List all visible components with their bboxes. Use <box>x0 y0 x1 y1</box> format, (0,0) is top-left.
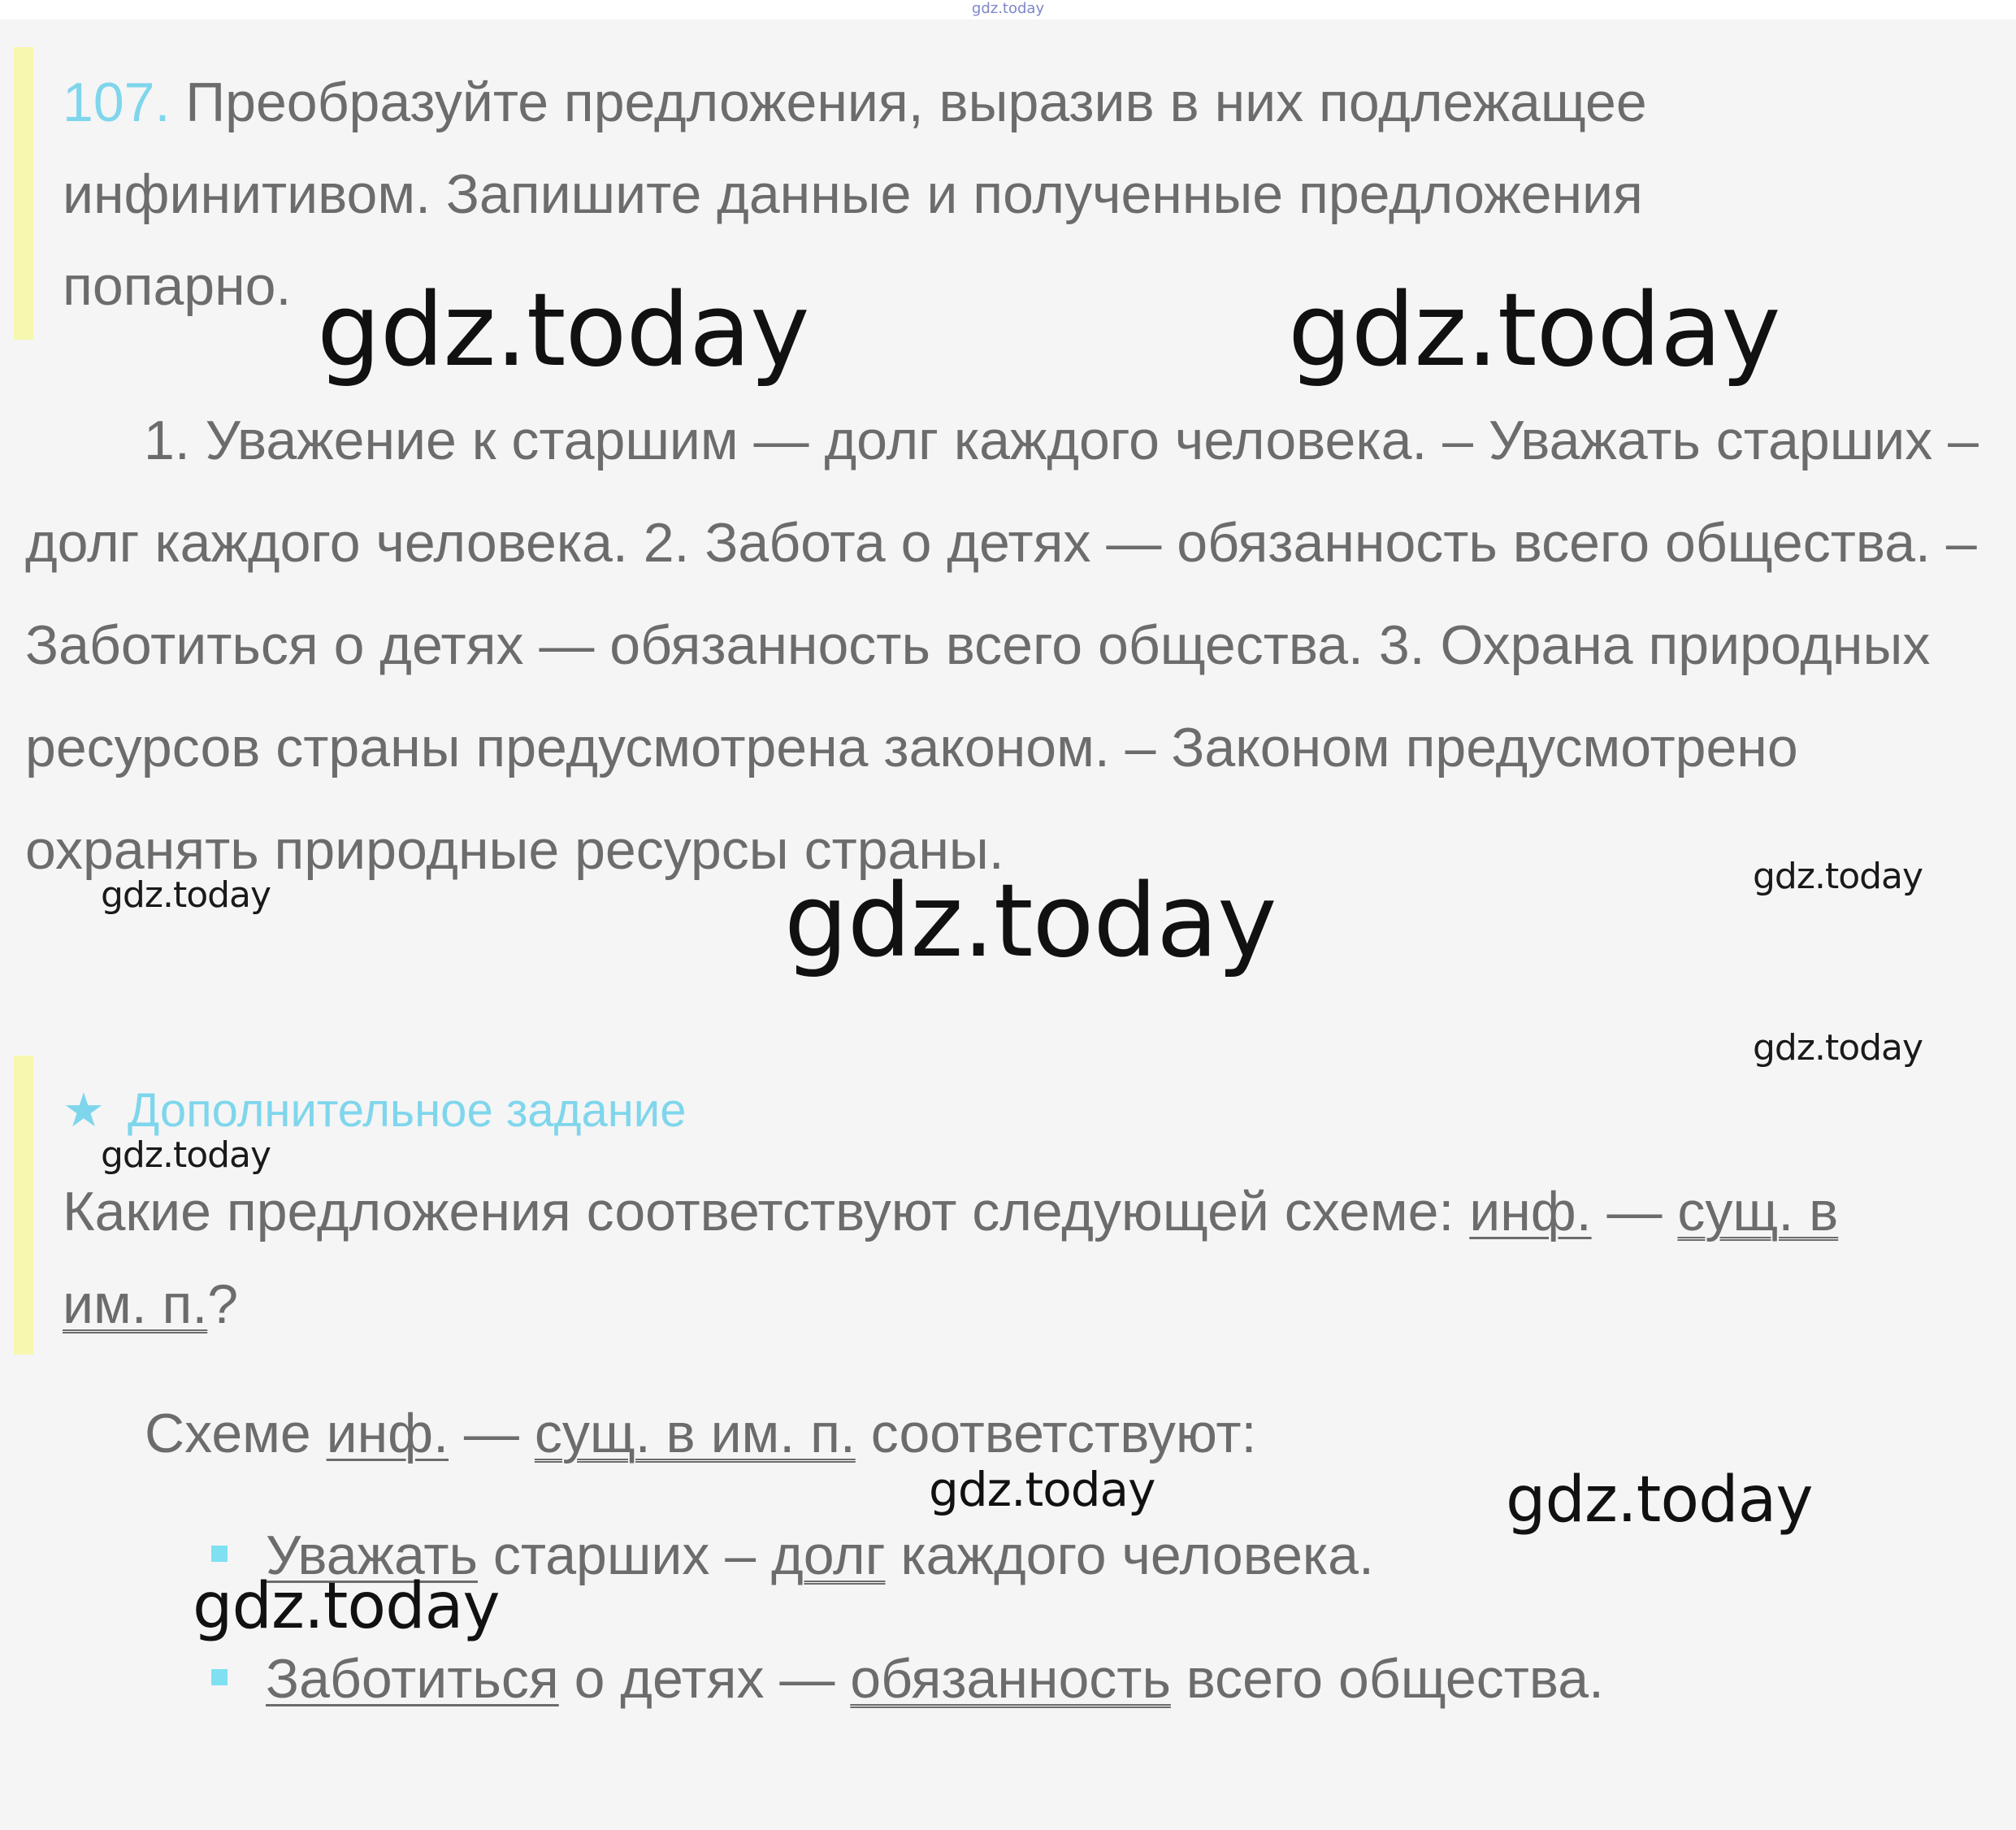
watermark: gdz.today <box>929 1462 1155 1517</box>
watermark: gdz.today <box>101 1134 271 1176</box>
schema-dash: — <box>449 1403 535 1464</box>
watermark: gdz.today <box>1288 272 1780 389</box>
extra-q-dash: — <box>1591 1181 1678 1242</box>
watermark: gdz.today <box>101 874 271 916</box>
list-item <box>207 1638 1604 1762</box>
extra-title-text: Дополнительное задание <box>128 1084 687 1137</box>
task-highlight-bar <box>14 47 33 340</box>
bullet-square-icon <box>211 1546 228 1562</box>
schema-prefix: Схеме <box>145 1403 327 1464</box>
bullet-square-icon <box>211 1669 228 1685</box>
bullet-noun: долг <box>771 1524 886 1586</box>
schema-suffix: соответствуют: <box>855 1403 1257 1464</box>
answer-text: 1. Уважение к старшим — долг каждого человека. – Уважать старших – долг каждого человека. 2. Забота о детях — обязанность всего общества. – Заботиться о детях — обязанность всего общества. 3. Охрана природных ресурсов страны предусмотрена законом. – Законом предусмотрено охранять природные ресурсы страны. <box>25 410 1979 881</box>
bullet-inf: Заботиться <box>266 1648 559 1710</box>
extra-q-prefix: Какие предложения соответствуют следующей схеме: <box>63 1181 1470 1242</box>
page <box>0 20 2016 1830</box>
bullet-inf: Уважать <box>266 1524 478 1586</box>
watermark: gdz.today <box>1753 1027 1923 1069</box>
star-icon: ★ <box>63 1084 105 1137</box>
bullet-noun: обязанность <box>850 1648 1171 1710</box>
watermark: gdz.today <box>1753 856 1923 897</box>
task-number: 107. <box>63 72 171 133</box>
task-text: Преобразуйте предложения, выразив в них подлежащее инфинитивом. Запишите данные и полученные предложения попарно. <box>63 72 1647 317</box>
extra-highlight-bar <box>14 1056 33 1355</box>
top-watermark: gdz.today <box>971 0 1045 17</box>
watermark: gdz.today <box>317 272 809 389</box>
extra-task-title <box>63 1080 686 1142</box>
schema-noun: сущ. в им. п. <box>534 1403 856 1464</box>
extra-q-noun: сущ. в им. п. <box>63 1181 1839 1335</box>
bullet-rest: каждого человека. <box>885 1524 1374 1586</box>
watermark: gdz.today <box>784 863 1277 980</box>
extra-q-inf: инф. <box>1469 1181 1592 1242</box>
bullet-mid: о детях — <box>558 1648 851 1710</box>
schema-inf: инф. <box>326 1403 449 1464</box>
bullet-rest: всего общества. <box>1170 1648 1604 1710</box>
bullet-mid: старших – <box>477 1524 772 1586</box>
extra-q-suffix: ? <box>207 1273 239 1335</box>
watermark: gdz.today <box>1506 1464 1813 1537</box>
extra-question <box>63 1165 1931 1351</box>
watermark: gdz.today <box>193 1570 500 1643</box>
